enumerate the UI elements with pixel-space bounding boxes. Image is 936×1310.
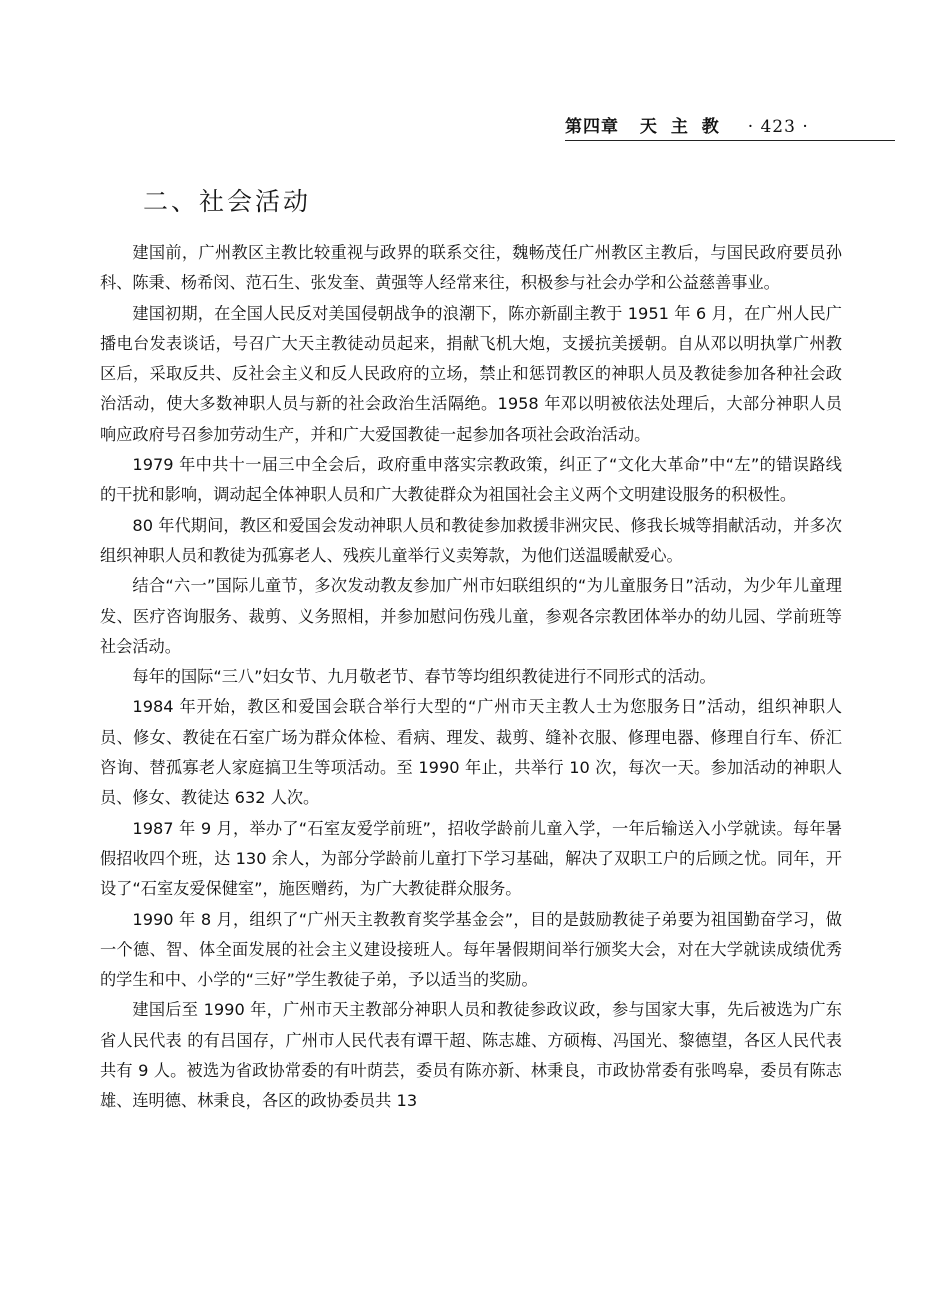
body-text	[100, 238, 842, 1117]
running-header	[565, 112, 895, 141]
paragraph: 1987 年 9 月，举办了“石室友爱学前班”，招收学龄前儿童入学，一年后输送入小学就读。每年暑假招收四个班，达 130 余人，为部分学龄前儿童打下学习基础，解决了双职工户的后顾之忧。同年，开设了“石室友爱保健室”，施医赠药，为广大教徒群众服务。	[100, 818, 842, 899]
paragraph: 每年的国际“三八”妇女节、九月敬老节、春节等均组织教徒进行不同形式的活动。	[132, 667, 716, 687]
paragraph: 1979 年中共十一届三中全会后，政府重申落实宗教政策，纠正了“文化大革命”中“左”的错误路线的干扰和影响，调动起全体神职人员和广大教徒群众为祖国社会主义两个文明建设服务的积极性。	[100, 455, 842, 505]
paragraph: 1984 年开始，教区和爱国会联合举行大型的“广州市天主教人士为您服务日”活动，组织神职人员、修女、教徒在石室广场为群众体检、看病、理发、裁剪、缝补衣服、修理电器、修理自行车、侨汇咨询、替孤寡老人家庭搞卫生等项活动。至 1990 年止，共举行 10 次，每次一天。参加活动的神职人员、修女、教徒达 632 人次。	[100, 697, 842, 808]
chapter-label: 第四章	[565, 117, 619, 137]
paragraph: 80 年代期间，教区和爱国会发动神职人员和教徒参加救援非洲灾民、修我长城等捐献活动，并多次组织神职人员和教徒为孤寡老人、残疾儿童举行义卖筹款，为他们送温暖献爱心。	[100, 515, 842, 565]
paragraph: 建国后至 1990 年，广州市天主教部分神职人员和教徒参政议政，参与国家大事，先后被选为广东省人民代表 的有吕国存，广州市人民代表有谭干超、陈志雄、方硕梅、冯国光、黎德望，各区人民代表共有 9 人。被选为省政协常委的有叶荫芸，委员有陈亦新、林秉良，市政协常委有张鸣皋，委员有陈志雄、连明德、林秉良，各区的政协委员共 13	[100, 1000, 842, 1111]
section-heading: 二、社会活动	[143, 187, 312, 216]
paragraph: 建国初期，在全国人民反对美国侵朝战争的浪潮下，陈亦新副主教于 1951 年 6 月，在广州人民广播电台发表谈话，号召广大天主教徒动员起来，捐献飞机大炮，支援抗美援朝。自从邓以明执掌广州教区后，采取反共、反社会主义和反人民政府的立场，禁止和惩罚教区的神职人员及教徒参加各种社会政治活动，使大多数神职人员与新的社会政治生活隔绝。1958 年邓以明被依法处理后，大部分神职人员响应政府号召参加劳动生产，并和广大爱国教徒一起参加各项社会政治活动。	[100, 303, 842, 444]
page-number: · 423 ·	[747, 117, 809, 137]
paragraph: 建国前，广州教区主教比较重视与政界的联系交往，魏畅茂任广州教区主教后，与国民政府要员孙科、陈秉、杨希闵、范石生、张发奎、黄强等人经常来往，积极参与社会办学和公益慈善事业。	[100, 243, 842, 293]
chapter-title: 天 主 教	[639, 117, 723, 137]
paragraph: 结合“六一”国际儿童节，多次发动教友参加广州市妇联组织的“为儿童服务日”活动，为少年儿童理发、医疗咨询服务、裁剪、义务照相，并参加慰问伤残儿童，参观各宗教团体举办的幼儿园、学前班等社会活动。	[100, 576, 842, 656]
paragraph: 1990 年 8 月，组织了“广州天主教教育奖学基金会”，目的是鼓励教徒子弟要为祖国勤奋学习，做一个德、智、体全面发展的社会主义建设接班人。每年暑假期间举行颁奖大会，对在大学就读成绩优秀的学生和中、小学的“三好”学生教徒子弟，予以适当的奖励。	[100, 909, 842, 990]
